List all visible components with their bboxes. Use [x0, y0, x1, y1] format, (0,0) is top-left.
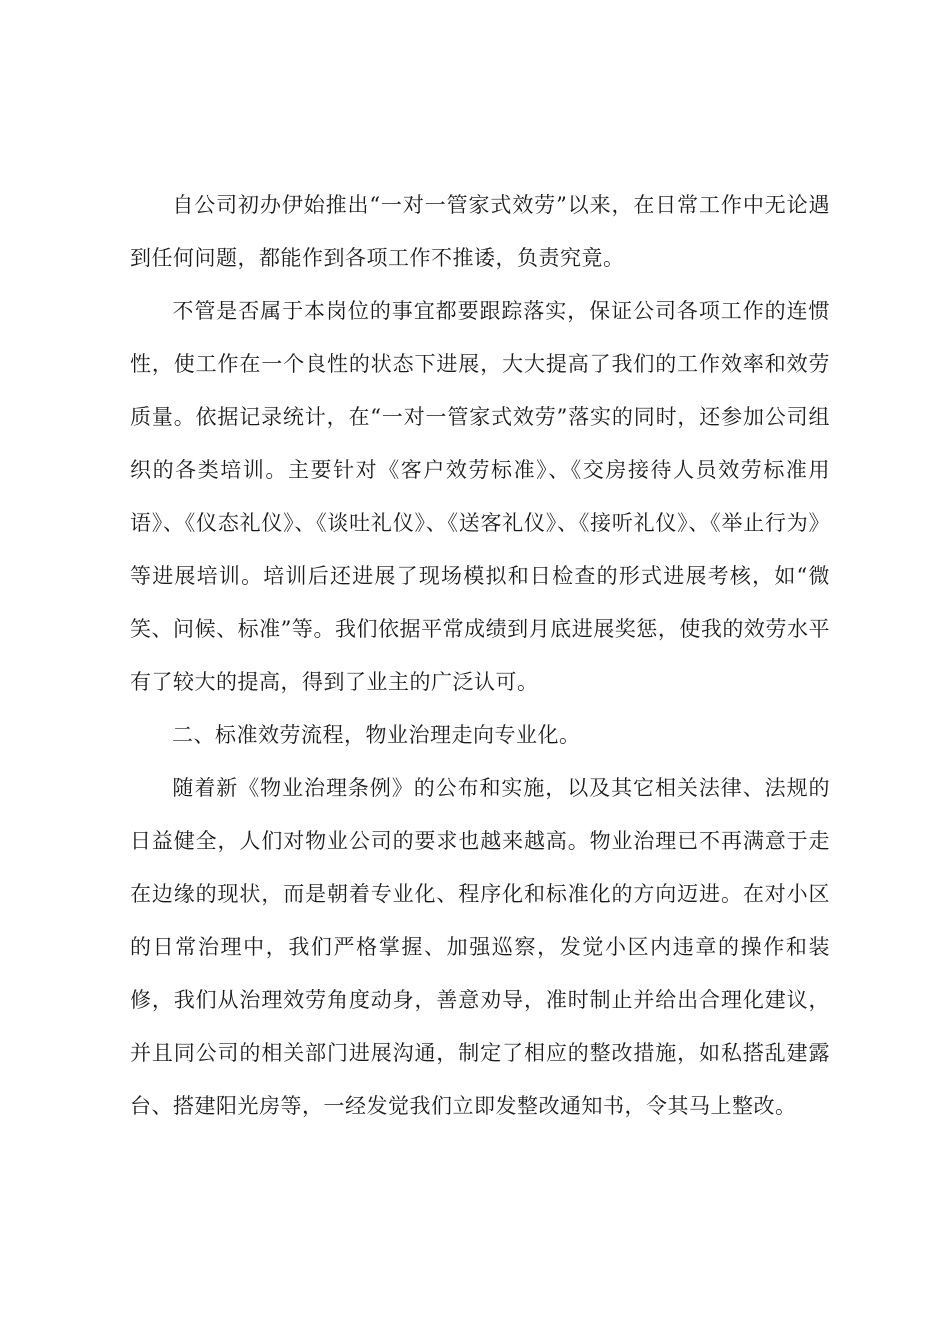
paragraph-1-text: 自公司初办伊始推出“一对一管家式效劳”以来，在日常工作中无论遇到任何问题，都能作到各项工作不推诿，负责究竟。: [130, 193, 830, 270]
paragraph-3: [130, 762, 830, 1133]
paragraph-1: [130, 179, 830, 285]
section-heading: [130, 709, 830, 762]
paragraph-2: [130, 285, 830, 709]
document-body: [130, 179, 830, 1133]
section-heading-text: 二、标准效劳流程，物业治理走向专业化。: [172, 723, 581, 747]
paragraph-2-text: 不管是否属于本岗位的事宜都要跟踪落实，保证公司各项工作的连惯性，使工作在一个良性的状态下进展，大大提高了我们的工作效率和效劳质量。依据记录统计，在“一对一管家式效劳”落实的同时，还参加公司组织的各类培训。主要针对《客户效劳标准》、《交房接待人员效劳标准用语》、《仪态礼仪》、《谈吐礼仪》、《送客礼仪》、《接听礼仪》、《举止行为》等进展培训。培训后还进展了现场模拟和日检查的形式进展考核，如“微笑、问候、标准”等。我们依据平常成绩到月底进展奖惩，使我的效劳水平有了较大的提高，得到了业主的广泛认可。: [130, 299, 830, 694]
paragraph-3-text: 随着新《物业治理条例》的公布和实施，以及其它相关法律、法规的日益健全，人们对物业公司的要求也越来越高。物业治理已不再满意于走在边缘的现状，而是朝着专业化、程序化和标准化的方向迈进。在对小区的日常治理中，我们严格掌握、加强巡察，发觉小区内违章的操作和装修，我们从治理效劳角度动身，善意劝导，准时制止并给出合理化建议，并且同公司的相关部门进展沟通，制定了相应的整改措施，如私搭乱建露台、搭建阳光房等，一经发觉我们立即发整改通知书，令其马上整改。: [130, 776, 830, 1118]
